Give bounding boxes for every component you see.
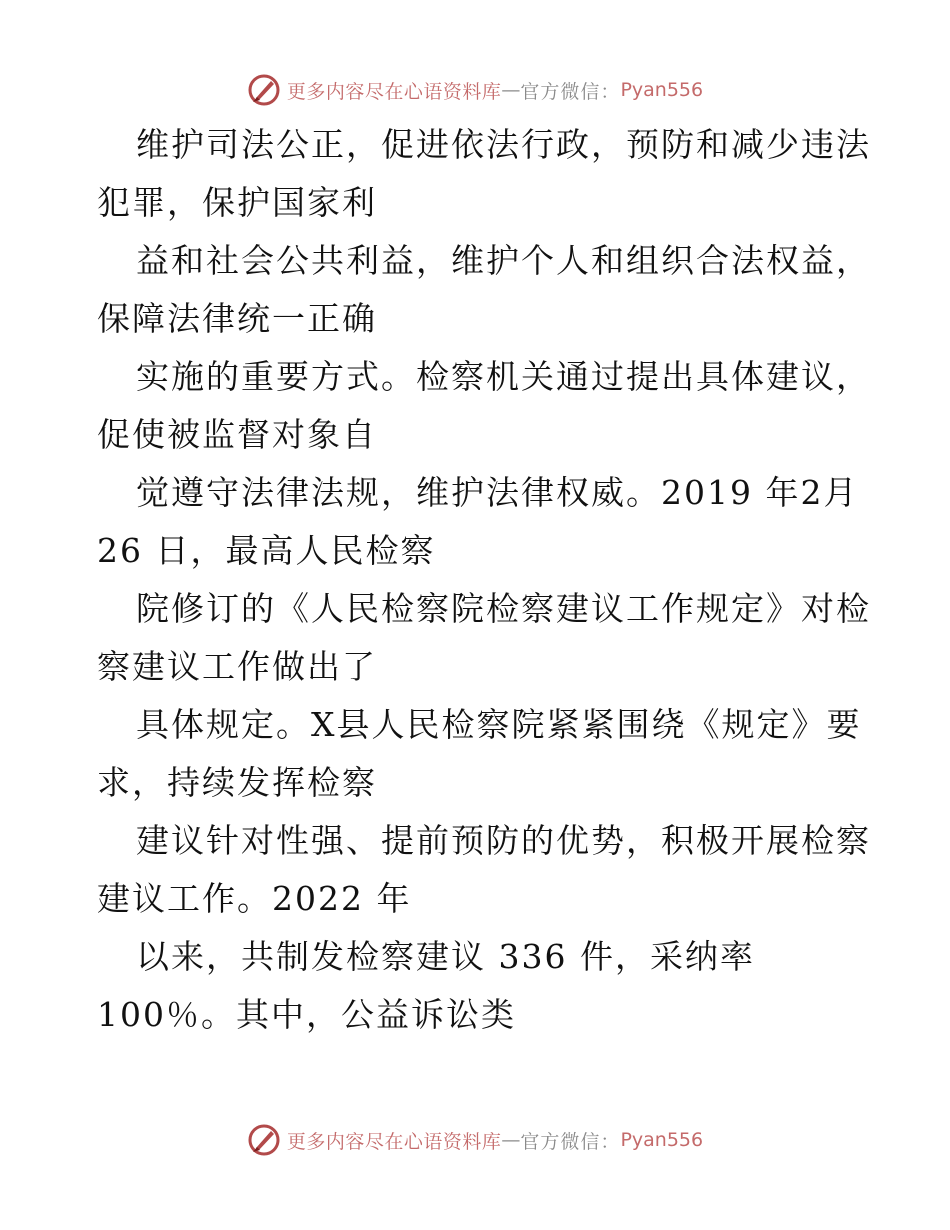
footer-banner-dash: — [501, 1129, 521, 1151]
text-line-5: 实施的重要方式。检察机关通过提出具体建议， [136, 357, 871, 396]
text-line-13: 建议针对性强、提前预防的优势，积极开展检察 [136, 821, 871, 860]
text-line-1: 维护司法公正，促进依法行政，预防和减少违法 [136, 125, 871, 164]
header-watermark-banner [0, 70, 950, 110]
text-line-7: 觉遵守法律法规，维护法律权威。2019 年2月 [136, 473, 859, 512]
quill-logo-icon [247, 1123, 281, 1157]
text-line-4: 保障法律统一正确 [97, 299, 377, 338]
footer-watermark-banner [0, 1120, 950, 1160]
footer-banner-label: 官方微信： [520, 1130, 621, 1153]
text-line-11: 具体规定。X县人民检察院紧紧围绕《规定》要 [136, 705, 862, 744]
header-banner-label: 官方微信： [520, 80, 621, 103]
text-line-10: 察建议工作做出了 [97, 647, 377, 686]
text-line-12: 求，持续发挥检察 [97, 763, 377, 802]
text-line-15: 以来，共制发检察建议 336 件，采纳率 [136, 937, 755, 976]
text-line-16: 100％。其中，公益诉讼类 [97, 995, 516, 1034]
footer-banner-title: 更多内容尽在心语资料库 [286, 1130, 502, 1153]
text-line-2: 犯罪，保护国家利 [97, 183, 377, 222]
quill-logo-icon [247, 73, 281, 107]
text-line-9: 院修订的《人民检察院检察建议工作规定》对检 [136, 589, 871, 628]
header-banner-dash: — [501, 79, 521, 101]
text-line-14: 建议工作。2022 年 [97, 879, 412, 918]
header-banner-title: 更多内容尽在心语资料库 [286, 80, 502, 103]
header-banner-contact: Pyan556 [620, 79, 704, 101]
text-line-6: 促使被监督对象自 [97, 415, 377, 454]
text-line-3: 益和社会公共利益，维护个人和组织合法权益， [136, 241, 871, 280]
footer-banner-contact: Pyan556 [620, 1129, 704, 1151]
text-line-8: 26 日，最高人民检察 [97, 531, 436, 570]
